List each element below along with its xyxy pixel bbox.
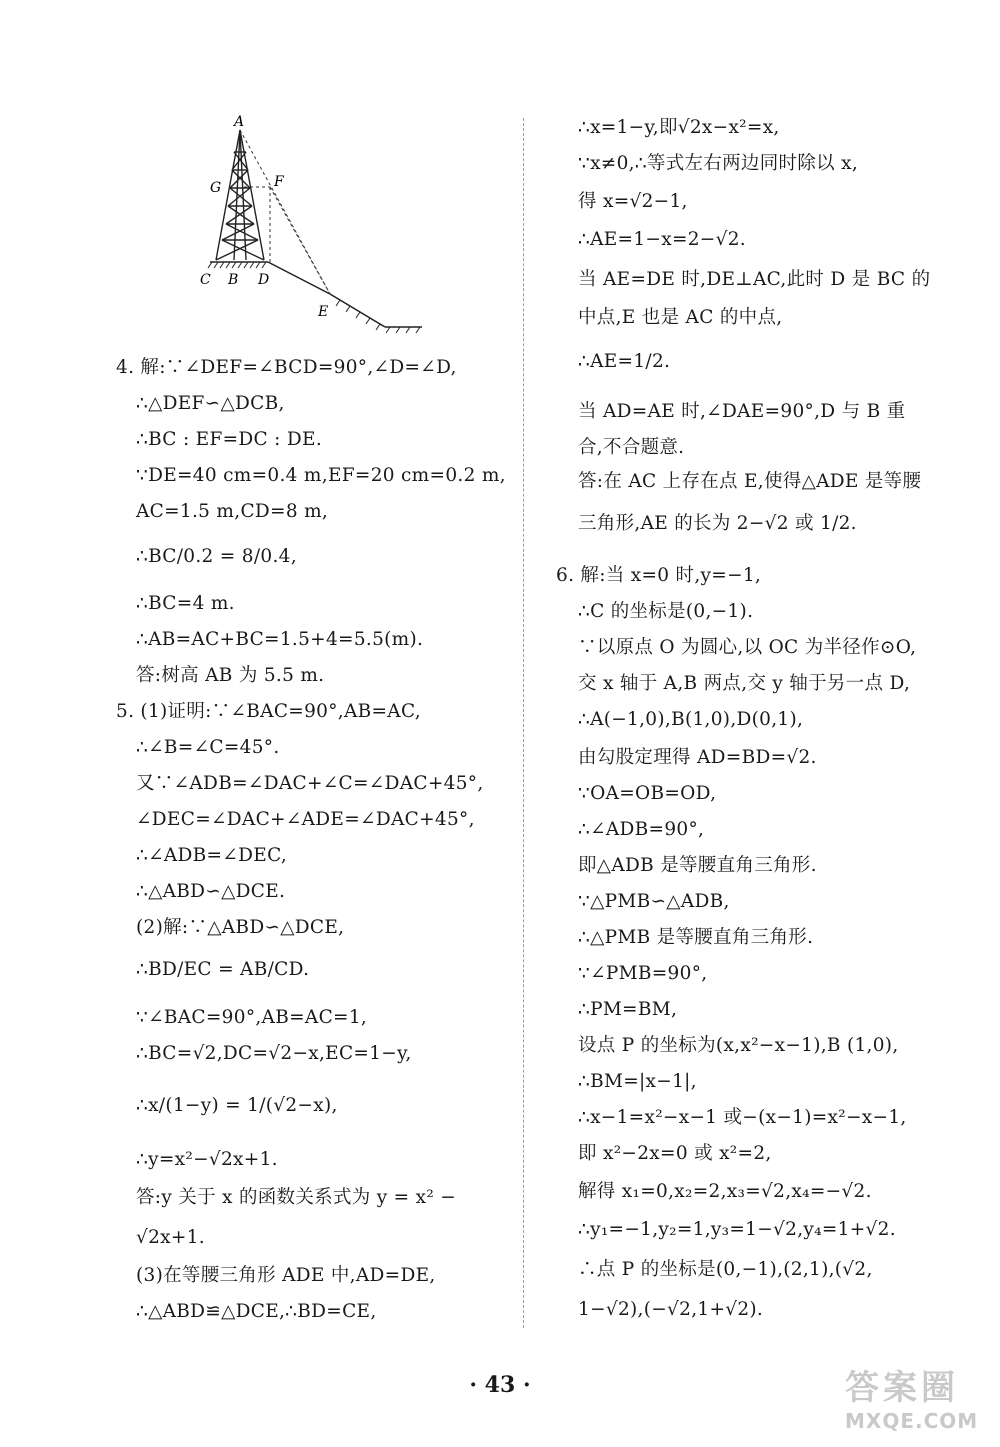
watermark-bottom: MXQE.COM	[845, 1409, 979, 1433]
problem-4-line-5: AC=1.5 m,CD=8 m,	[136, 501, 329, 522]
right-line-4: ∴AE=1−x=2−√2.	[578, 229, 746, 250]
problem-4-line-6: ∴BC/0.2 = 8/0.4,	[136, 546, 297, 567]
problem-5-line-10: ∴BC=√2,DC=√2−x,EC=1−y,	[136, 1043, 412, 1064]
label-A: A	[234, 114, 245, 130]
page-number: · 43 ·	[469, 1372, 531, 1398]
problem-6-line-5: ∴A(−1,0),B(1,0),D(0,1),	[578, 709, 804, 730]
right-line-2: ∵x≠0,∴等式左右两边同时除以 x,	[578, 153, 859, 174]
problem-5-line-6: ∴△ABD∽△DCE.	[136, 881, 286, 902]
problem-5-line-14: √2x+1.	[136, 1227, 205, 1248]
problem-6-line-3: ∵以原点 O 为圆心,以 OC 为半径作⊙O,	[578, 637, 917, 658]
label-B: B	[228, 272, 239, 288]
problem-6-line-1: 6. 解:当 x=0 时,y=−1,	[556, 565, 762, 586]
problem-5-line-15: (3)在等腰三角形 ADE 中,AD=DE,	[136, 1265, 436, 1286]
problem-5-line-1: 5. (1)证明:∵∠BAC=90°,AB=AC,	[116, 701, 421, 722]
problem-6-line-19: ∴y₁=−1,y₂=1,y₃=1−√2,y₄=1+√2.	[578, 1219, 896, 1240]
label-D: D	[258, 272, 270, 288]
right-line-1: ∴x=1−y,即√2x−x²=x,	[578, 117, 780, 138]
problem-6-line-4: 交 x 轴于 A,B 两点,交 y 轴于另一点 D,	[578, 673, 911, 694]
right-line-5: 当 AE=DE 时,DE⊥AC,此时 D 是 BC 的	[578, 269, 931, 290]
problem-5-line-9: ∵∠BAC=90°,AB=AC=1,	[136, 1007, 368, 1028]
problem-6-line-7: ∵OA=OB=OD,	[578, 783, 717, 804]
watermark-logo	[845, 1360, 995, 1440]
problem-6-line-9: 即△ADB 是等腰直角三角形.	[578, 855, 817, 876]
problem-6-line-17: 即 x²−2x=0 或 x²=2,	[578, 1143, 772, 1164]
tower-diagram	[190, 112, 430, 342]
problem-6-line-21: 1−√2),(−√2,1+√2).	[578, 1299, 764, 1320]
problem-6-line-6: 由勾股定理得 AD=BD=√2.	[578, 747, 817, 768]
problem-4-answer: 答:树高 AB 为 5.5 m.	[136, 665, 325, 686]
right-line-6: 中点,E 也是 AC 的中点,	[578, 307, 783, 328]
problem-5-line-8: ∴BD/EC = AB/CD.	[136, 959, 310, 980]
label-F: F	[274, 174, 284, 190]
problem-5-line-13: 答:y 关于 x 的函数关系式为 y = x² −	[136, 1187, 457, 1208]
label-C: C	[200, 272, 211, 288]
problem-4-line-3: ∴BC : EF=DC : DE.	[136, 429, 322, 450]
right-line-7: ∴AE=1/2.	[578, 351, 671, 372]
right-line-3: 得 x=√2−1,	[578, 191, 688, 212]
problem-6-line-14: 设点 P 的坐标为(x,x²−x−1),B (1,0),	[578, 1035, 899, 1056]
problem-6-line-11: ∴△PMB 是等腰直角三角形.	[578, 927, 814, 948]
problem-6-line-18: 解得 x₁=0,x₂=2,x₃=√2,x₄=−√2.	[578, 1181, 872, 1202]
problem-5-line-4: ∠DEC=∠DAC+∠ADE=∠DAC+45°,	[136, 809, 475, 830]
problem-5-line-7: (2)解:∵△ABD∽△DCE,	[136, 917, 345, 938]
right-line-11: 三角形,AE 的长为 2−√2 或 1/2.	[578, 513, 857, 534]
label-G: G	[210, 180, 222, 196]
problem-6-line-16: ∴x−1=x²−x−1 或−(x−1)=x²−x−1,	[578, 1107, 907, 1128]
problem-4-line-2: ∴△DEF∽△DCB,	[136, 393, 285, 414]
problem-6-line-12: ∵∠PMB=90°,	[578, 963, 708, 984]
problem-5-line-11: ∴x/(1−y) = 1/(√2−x),	[136, 1095, 338, 1116]
problem-6-line-20: ∴点 P 的坐标是(0,−1),(2,1),(√2,	[578, 1259, 873, 1280]
problem-4-line-8: ∴AB=AC+BC=1.5+4=5.5(m).	[136, 629, 424, 650]
problem-6-line-15: ∴BM=|x−1|,	[578, 1071, 697, 1092]
problem-5-line-5: ∴∠ADB=∠DEC,	[136, 845, 288, 866]
right-line-10: 答:在 AC 上存在点 E,使得△ADE 是等腰	[578, 471, 922, 492]
label-E: E	[318, 304, 329, 320]
right-line-8: 当 AD=AE 时,∠DAE=90°,D 与 B 重	[578, 401, 906, 422]
problem-4-line-4: ∵DE=40 cm=0.4 m,EF=20 cm=0.2 m,	[136, 465, 506, 486]
problem-5-line-3: 又∵∠ADB=∠DAC+∠C=∠DAC+45°,	[136, 773, 484, 794]
problem-6-line-8: ∴∠ADB=90°,	[578, 819, 705, 840]
problem-6-line-10: ∵△PMB∽△ADB,	[578, 891, 730, 912]
right-line-9: 合,不合题意.	[578, 437, 685, 458]
problem-6-line-13: ∴PM=BM,	[578, 999, 678, 1020]
problem-5-line-2: ∴∠B=∠C=45°.	[136, 737, 280, 758]
tower-slope-figure	[190, 112, 430, 342]
problem-4-line-1: 4. 解:∵∠DEF=∠BCD=90°,∠D=∠D,	[116, 357, 457, 378]
column-divider	[523, 118, 524, 1328]
problem-5-line-16: ∴△ABD≌△DCE,∴BD=CE,	[136, 1301, 377, 1322]
problem-6-line-2: ∴C 的坐标是(0,−1).	[578, 601, 754, 622]
problem-4-line-7: ∴BC=4 m.	[136, 593, 235, 614]
problem-5-line-12: ∴y=x²−√2x+1.	[136, 1149, 278, 1170]
watermark-top: 答案圈	[845, 1368, 959, 1408]
